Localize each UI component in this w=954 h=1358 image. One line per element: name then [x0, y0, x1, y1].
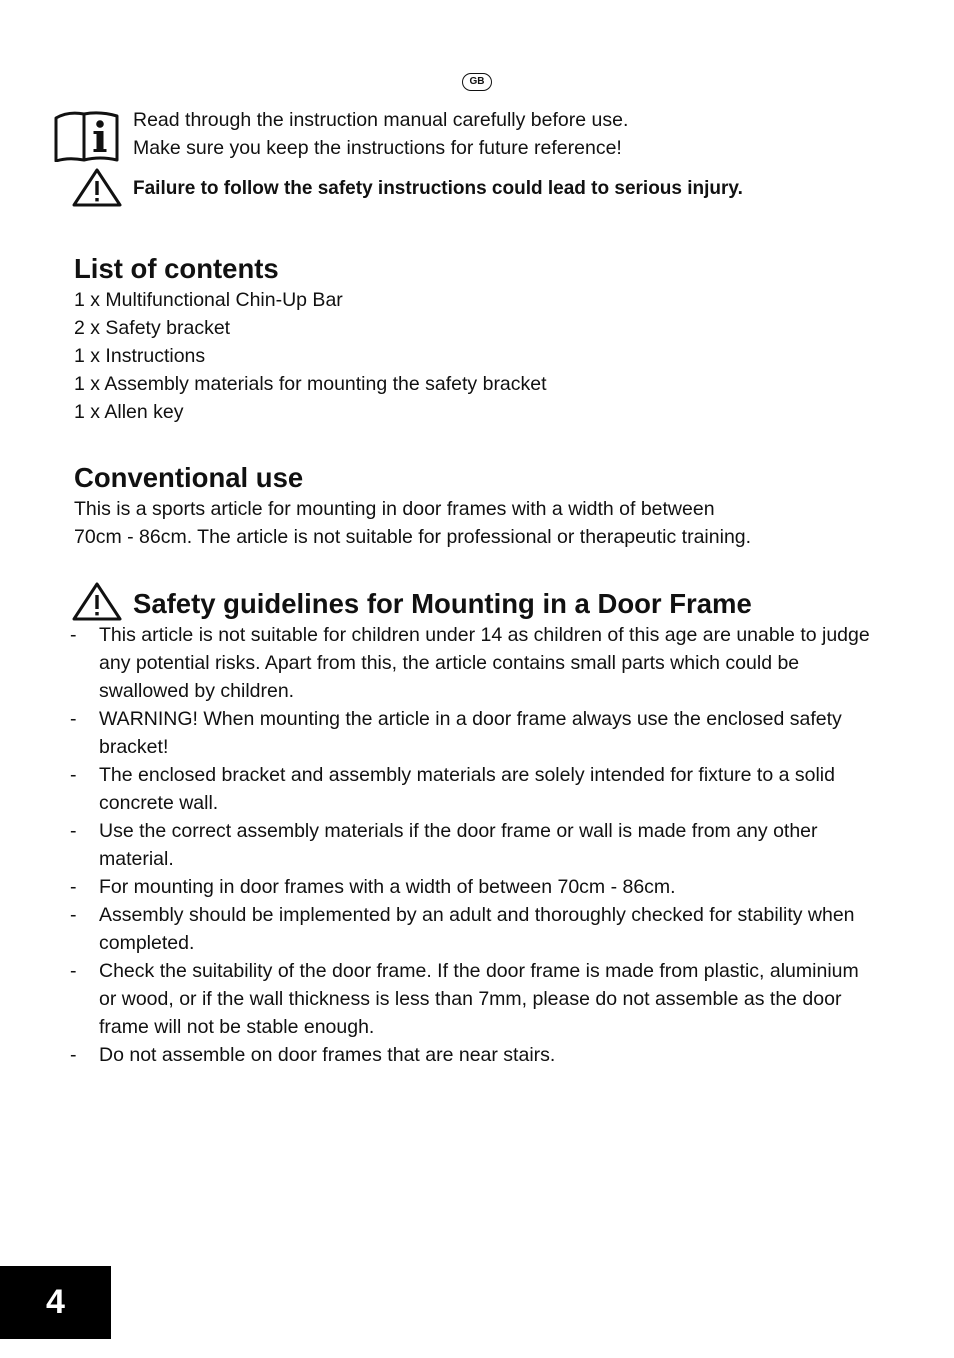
contents-heading: List of contents	[74, 253, 279, 284]
list-item-text: Assembly should be implemented by an adult and thoroughly checked for stability when completed.	[99, 904, 855, 954]
language-badge: GB	[462, 73, 492, 91]
list-item-text: Check the suitability of the door frame. If the door frame is made from plastic, aluminium or wood, or if the wall thickness is less than 7mm, please do not assemble as the door frame will not be stable enough.	[99, 960, 859, 1038]
list-item-text: Do not assemble on door frames that are near stairs.	[99, 1044, 556, 1066]
conventional-use-heading: Conventional use	[74, 462, 304, 493]
list-item-text: For mounting in door frames with a width of between 70cm - 86cm.	[99, 876, 676, 898]
bullet: -	[70, 624, 77, 646]
safety-heading: Safety guidelines for Mounting in a Door Frame	[133, 588, 752, 619]
safety-list	[70, 621, 870, 1069]
list-item	[70, 873, 870, 901]
page-number-box	[0, 1266, 111, 1339]
list-item: 1 x Allen key	[74, 401, 184, 423]
list-item	[70, 705, 870, 761]
list-item	[70, 761, 870, 817]
list-item: 2 x Safety bracket	[74, 317, 231, 339]
contents-list	[74, 286, 547, 426]
safety-warning-text: Failure to follow the safety instructions could lead to serious injury.	[133, 178, 743, 199]
warning-triangle-icon	[72, 582, 122, 622]
bullet: -	[70, 820, 77, 842]
list-item-text: Use the correct assembly materials if the door frame or wall is made from any other material.	[99, 820, 818, 870]
paragraph-line: 70cm - 86cm. The article is not suitable for professional or therapeutic training.	[74, 526, 752, 548]
conventional-use-text	[74, 495, 874, 551]
bullet: -	[70, 960, 77, 982]
paragraph-line: This is a sports article for mounting in door frames with a width of between	[74, 498, 715, 520]
bullet: -	[70, 904, 77, 926]
bullet: -	[70, 1044, 77, 1066]
list-item	[70, 901, 870, 957]
intro-line: Make sure you keep the instructions for future reference!	[133, 137, 622, 159]
bullet: -	[70, 708, 77, 730]
list-item	[70, 817, 870, 873]
intro-line: Read through the instruction manual carefully before use.	[133, 109, 629, 131]
list-item-text: The enclosed bracket and assembly materials are solely intended for fixture to a solid concrete wall.	[99, 764, 835, 814]
bullet: -	[70, 764, 77, 786]
list-item: 1 x Multifunctional Chin-Up Bar	[74, 289, 343, 311]
list-item-text: WARNING! When mounting the article in a door frame always use the enclosed safety bracket!	[99, 708, 842, 758]
warning-triangle-icon	[72, 168, 122, 208]
list-item	[70, 1041, 870, 1069]
page-number: 4	[46, 1283, 65, 1321]
list-item-text: This article is not suitable for children under 14 as children of this age are unable to judge any potential risks. Apart from this, the article contains small parts which could be swallowed by children.	[99, 624, 870, 702]
bullet: -	[70, 876, 77, 898]
list-item	[70, 957, 870, 1041]
list-item	[70, 621, 870, 705]
list-item: 1 x Instructions	[74, 345, 206, 367]
list-item: 1 x Assembly materials for mounting the safety bracket	[74, 373, 547, 395]
manual-info-icon	[54, 108, 120, 162]
